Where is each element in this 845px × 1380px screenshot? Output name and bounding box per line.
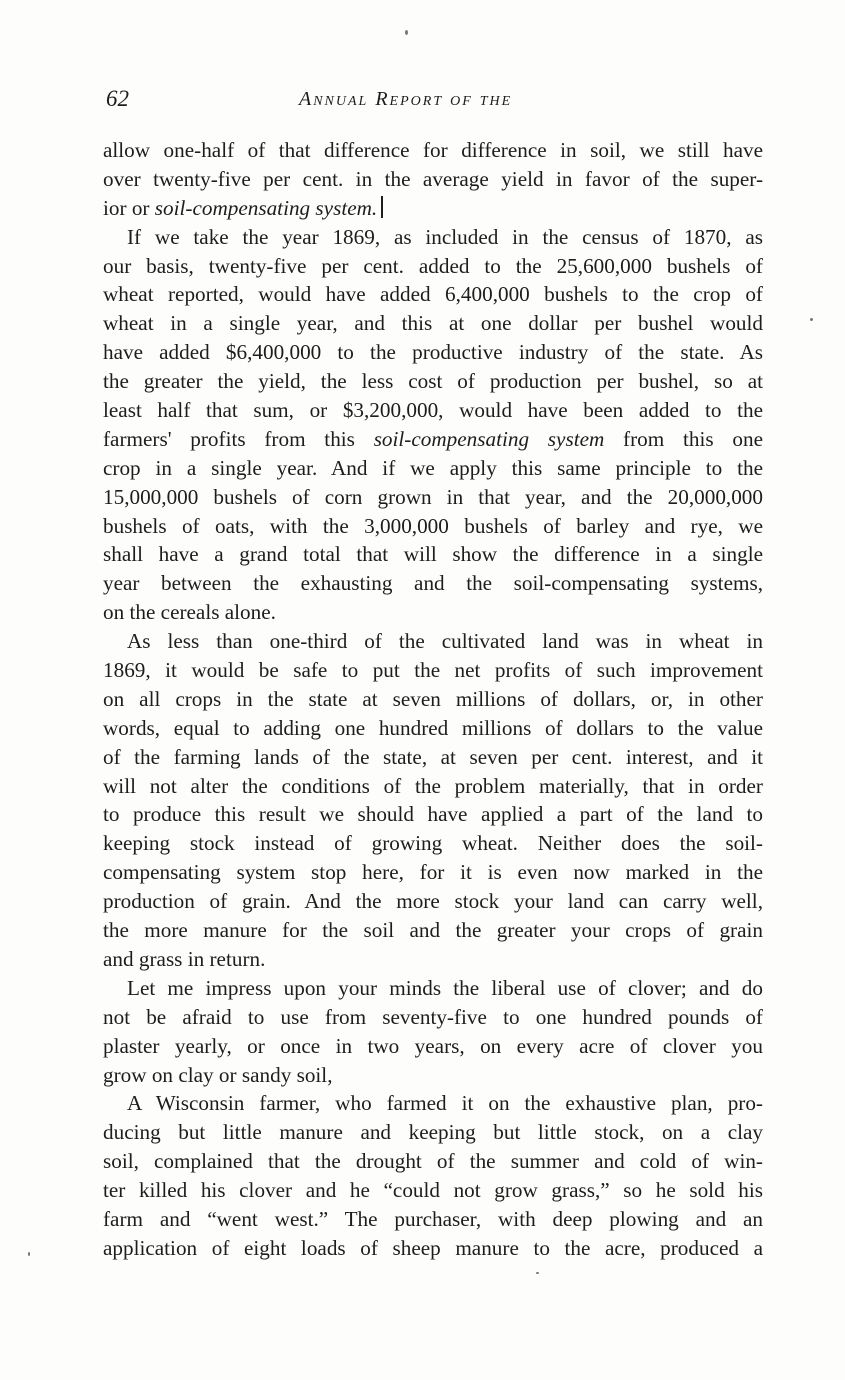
emphasis-term: soil-compensating system xyxy=(373,426,605,451)
text-line xyxy=(103,194,763,223)
margin-bracket-mark xyxy=(379,196,383,218)
text-line: over twenty-five per cent. in the average yield in favor of the super- xyxy=(103,166,763,191)
scan-speck xyxy=(536,1272,539,1274)
text-line: ducing but little manure and keeping but little stock, on a clay xyxy=(103,1120,763,1145)
paragraph xyxy=(103,136,763,223)
paragraph xyxy=(103,1089,763,1262)
text-line: If we take the year 1869, as included in the census of 1870, as xyxy=(127,224,763,249)
text-line: the greater the yield, the less cost of production per bushel, so at xyxy=(103,369,763,394)
text-line: allow one-half of that difference for difference in soil, we still have xyxy=(103,138,763,162)
text-line: words, equal to adding one hundred millions of dollars to the value xyxy=(103,715,763,740)
text-line: on all crops in the state at seven millions of dollars, or, in other xyxy=(103,686,763,711)
scan-speck xyxy=(810,318,813,321)
text-line: have added $6,400,000 to the productive industry of the state. As xyxy=(103,340,763,365)
text-line: farm and “went west.” The purchaser, with deep plowing and an xyxy=(103,1206,763,1231)
text-line xyxy=(103,425,763,454)
text-line: plaster yearly, or once in two years, on every acre of clover you xyxy=(103,1033,763,1058)
text-line: wheat reported, would have added 6,400,000 bushels to the crop of xyxy=(103,282,763,307)
running-title: Annual Report of the xyxy=(299,88,513,110)
text-line: least half that sum, or $3,200,000, would have been added to the xyxy=(103,398,763,423)
line-prefix: farmers' profits from this xyxy=(103,426,374,451)
line-suffix: from this one xyxy=(604,426,763,451)
text-line: year between the exhausting and the soil-compensating systems, xyxy=(103,571,763,596)
text-line: the more manure for the soil and the greater your crops of grain xyxy=(103,918,763,943)
text-line: not be afraid to use from seventy-five to one hundred pounds of xyxy=(103,1004,763,1029)
text-line: will not alter the conditions of the problem materially, that in order xyxy=(103,773,763,798)
text-line: production of grain. And the more stock your land can carry well, xyxy=(103,889,763,914)
text-line: grow on clay or sandy soil, xyxy=(103,1062,333,1087)
text-line: 15,000,000 bushels of corn grown in that year, and the 20,000,000 xyxy=(103,484,763,509)
scan-speck xyxy=(28,1252,30,1256)
emphasis-term: soil-compensating system. xyxy=(154,195,378,220)
text-line: on the cereals alone. xyxy=(103,600,276,625)
text-line: ter killed his clover and he “could not grow grass,” so he sold his xyxy=(103,1178,763,1203)
text-line: keeping stock instead of growing wheat. Neither does the soil- xyxy=(103,831,763,856)
text-line: compensating system stop here, for it is even now marked in the xyxy=(103,860,763,885)
paragraph xyxy=(103,974,763,1090)
text-line: our basis, twenty-five per cent. added to the 25,600,000 bushels of xyxy=(103,253,763,278)
paragraph xyxy=(103,223,763,627)
text-line: A Wisconsin farmer, who farmed it on the exhaustive plan, pro- xyxy=(127,1091,763,1116)
text-line: soil, complained that the drought of the summer and cold of win- xyxy=(103,1149,763,1174)
text-line: to produce this result we should have applied a part of the land to xyxy=(103,802,763,827)
text-line: and grass in return. xyxy=(103,946,266,971)
text-line: application of eight loads of sheep manure to the acre, produced a xyxy=(103,1235,763,1260)
running-head xyxy=(104,86,764,116)
paragraph xyxy=(103,627,763,974)
text-line: shall have a grand total that will show the difference in a single xyxy=(103,542,763,567)
text-line: of the farming lands of the state, at seven per cent. interest, and it xyxy=(103,744,763,769)
text-line: crop in a single year. And if we apply this same principle to the xyxy=(103,455,763,480)
scan-speck xyxy=(405,30,408,35)
body-text xyxy=(103,136,763,1263)
page-number: 62 xyxy=(106,86,129,111)
line-prefix: ior or xyxy=(103,195,155,220)
text-line: As less than one-third of the cultivated land was in wheat in xyxy=(127,629,763,654)
text-line: bushels of oats, with the 3,000,000 bushels of barley and rye, we xyxy=(103,513,763,538)
text-line: Let me impress upon your minds the liberal use of clover; and do xyxy=(127,975,763,1000)
text-line: 1869, it would be safe to put the net profits of such improvement xyxy=(103,658,763,683)
text-line: wheat in a single year, and this at one dollar per bushel would xyxy=(103,311,763,336)
